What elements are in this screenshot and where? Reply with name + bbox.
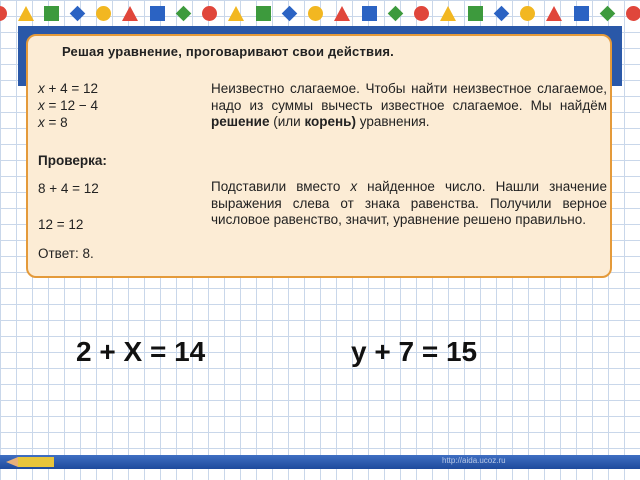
- yellow-circle-icon: [96, 6, 111, 21]
- blue-square-icon: [362, 6, 377, 21]
- blue-diamond-icon: [70, 6, 86, 22]
- textbook-card: [26, 34, 612, 278]
- explanation-paragraph-1: Неизвестно слагаемое. Чтобы найти неизвестное слагаемое, надо из суммы вычесть известное слагаемое. Мы найдём решение (или корень) уравнения.: [211, 81, 607, 129]
- red-triangle-icon: [334, 6, 350, 21]
- red-circle-icon: [414, 6, 429, 21]
- red-circle-icon: [0, 6, 7, 21]
- task-equation-2: у + 7 = 15: [351, 336, 478, 367]
- green-square-icon: [256, 6, 271, 21]
- red-circle-icon: [202, 6, 217, 21]
- check-line-2: 12 = 12: [38, 217, 84, 232]
- green-square-icon: [468, 6, 483, 21]
- yellow-triangle-icon: [18, 6, 34, 21]
- card-title: Решая уравнение, проговаривают свои действия.: [62, 44, 394, 59]
- blue-square-icon: [574, 6, 589, 21]
- check-label: Проверка:: [38, 153, 107, 168]
- red-triangle-icon: [122, 6, 138, 21]
- yellow-triangle-icon: [228, 6, 244, 21]
- task-equation-1: 2 + Х = 14: [76, 336, 206, 367]
- answer-line: Ответ: 8.: [38, 246, 94, 261]
- red-triangle-icon: [546, 6, 562, 21]
- yellow-circle-icon: [520, 6, 535, 21]
- green-square-icon: [44, 6, 59, 21]
- yellow-triangle-icon: [440, 6, 456, 21]
- equation-line-3: x = 8: [38, 115, 68, 130]
- watermark: http://aida.ucoz.ru: [442, 456, 506, 465]
- check-line-1: 8 + 4 = 12: [38, 181, 99, 196]
- blue-diamond-icon: [494, 6, 510, 22]
- green-diamond-icon: [176, 6, 192, 22]
- red-circle-icon: [626, 6, 640, 21]
- yellow-circle-icon: [308, 6, 323, 21]
- blue-square-icon: [150, 6, 165, 21]
- green-diamond-icon: [600, 6, 616, 22]
- green-diamond-icon: [388, 6, 404, 22]
- explanation-paragraph-2: Подставили вместо x найденное число. Нашли значение выражения слева от знака равенства. Получили верное числовое равенство, значит, уравнение решено правильно.: [211, 179, 607, 227]
- pencil-tip-icon: [6, 457, 18, 467]
- equation-line-2: x = 12 − 4: [38, 98, 99, 113]
- pencil-icon: [18, 457, 54, 467]
- equation-line-1: x + 4 = 12: [38, 81, 99, 96]
- bottom-bar: [0, 455, 640, 469]
- blue-diamond-icon: [282, 6, 298, 22]
